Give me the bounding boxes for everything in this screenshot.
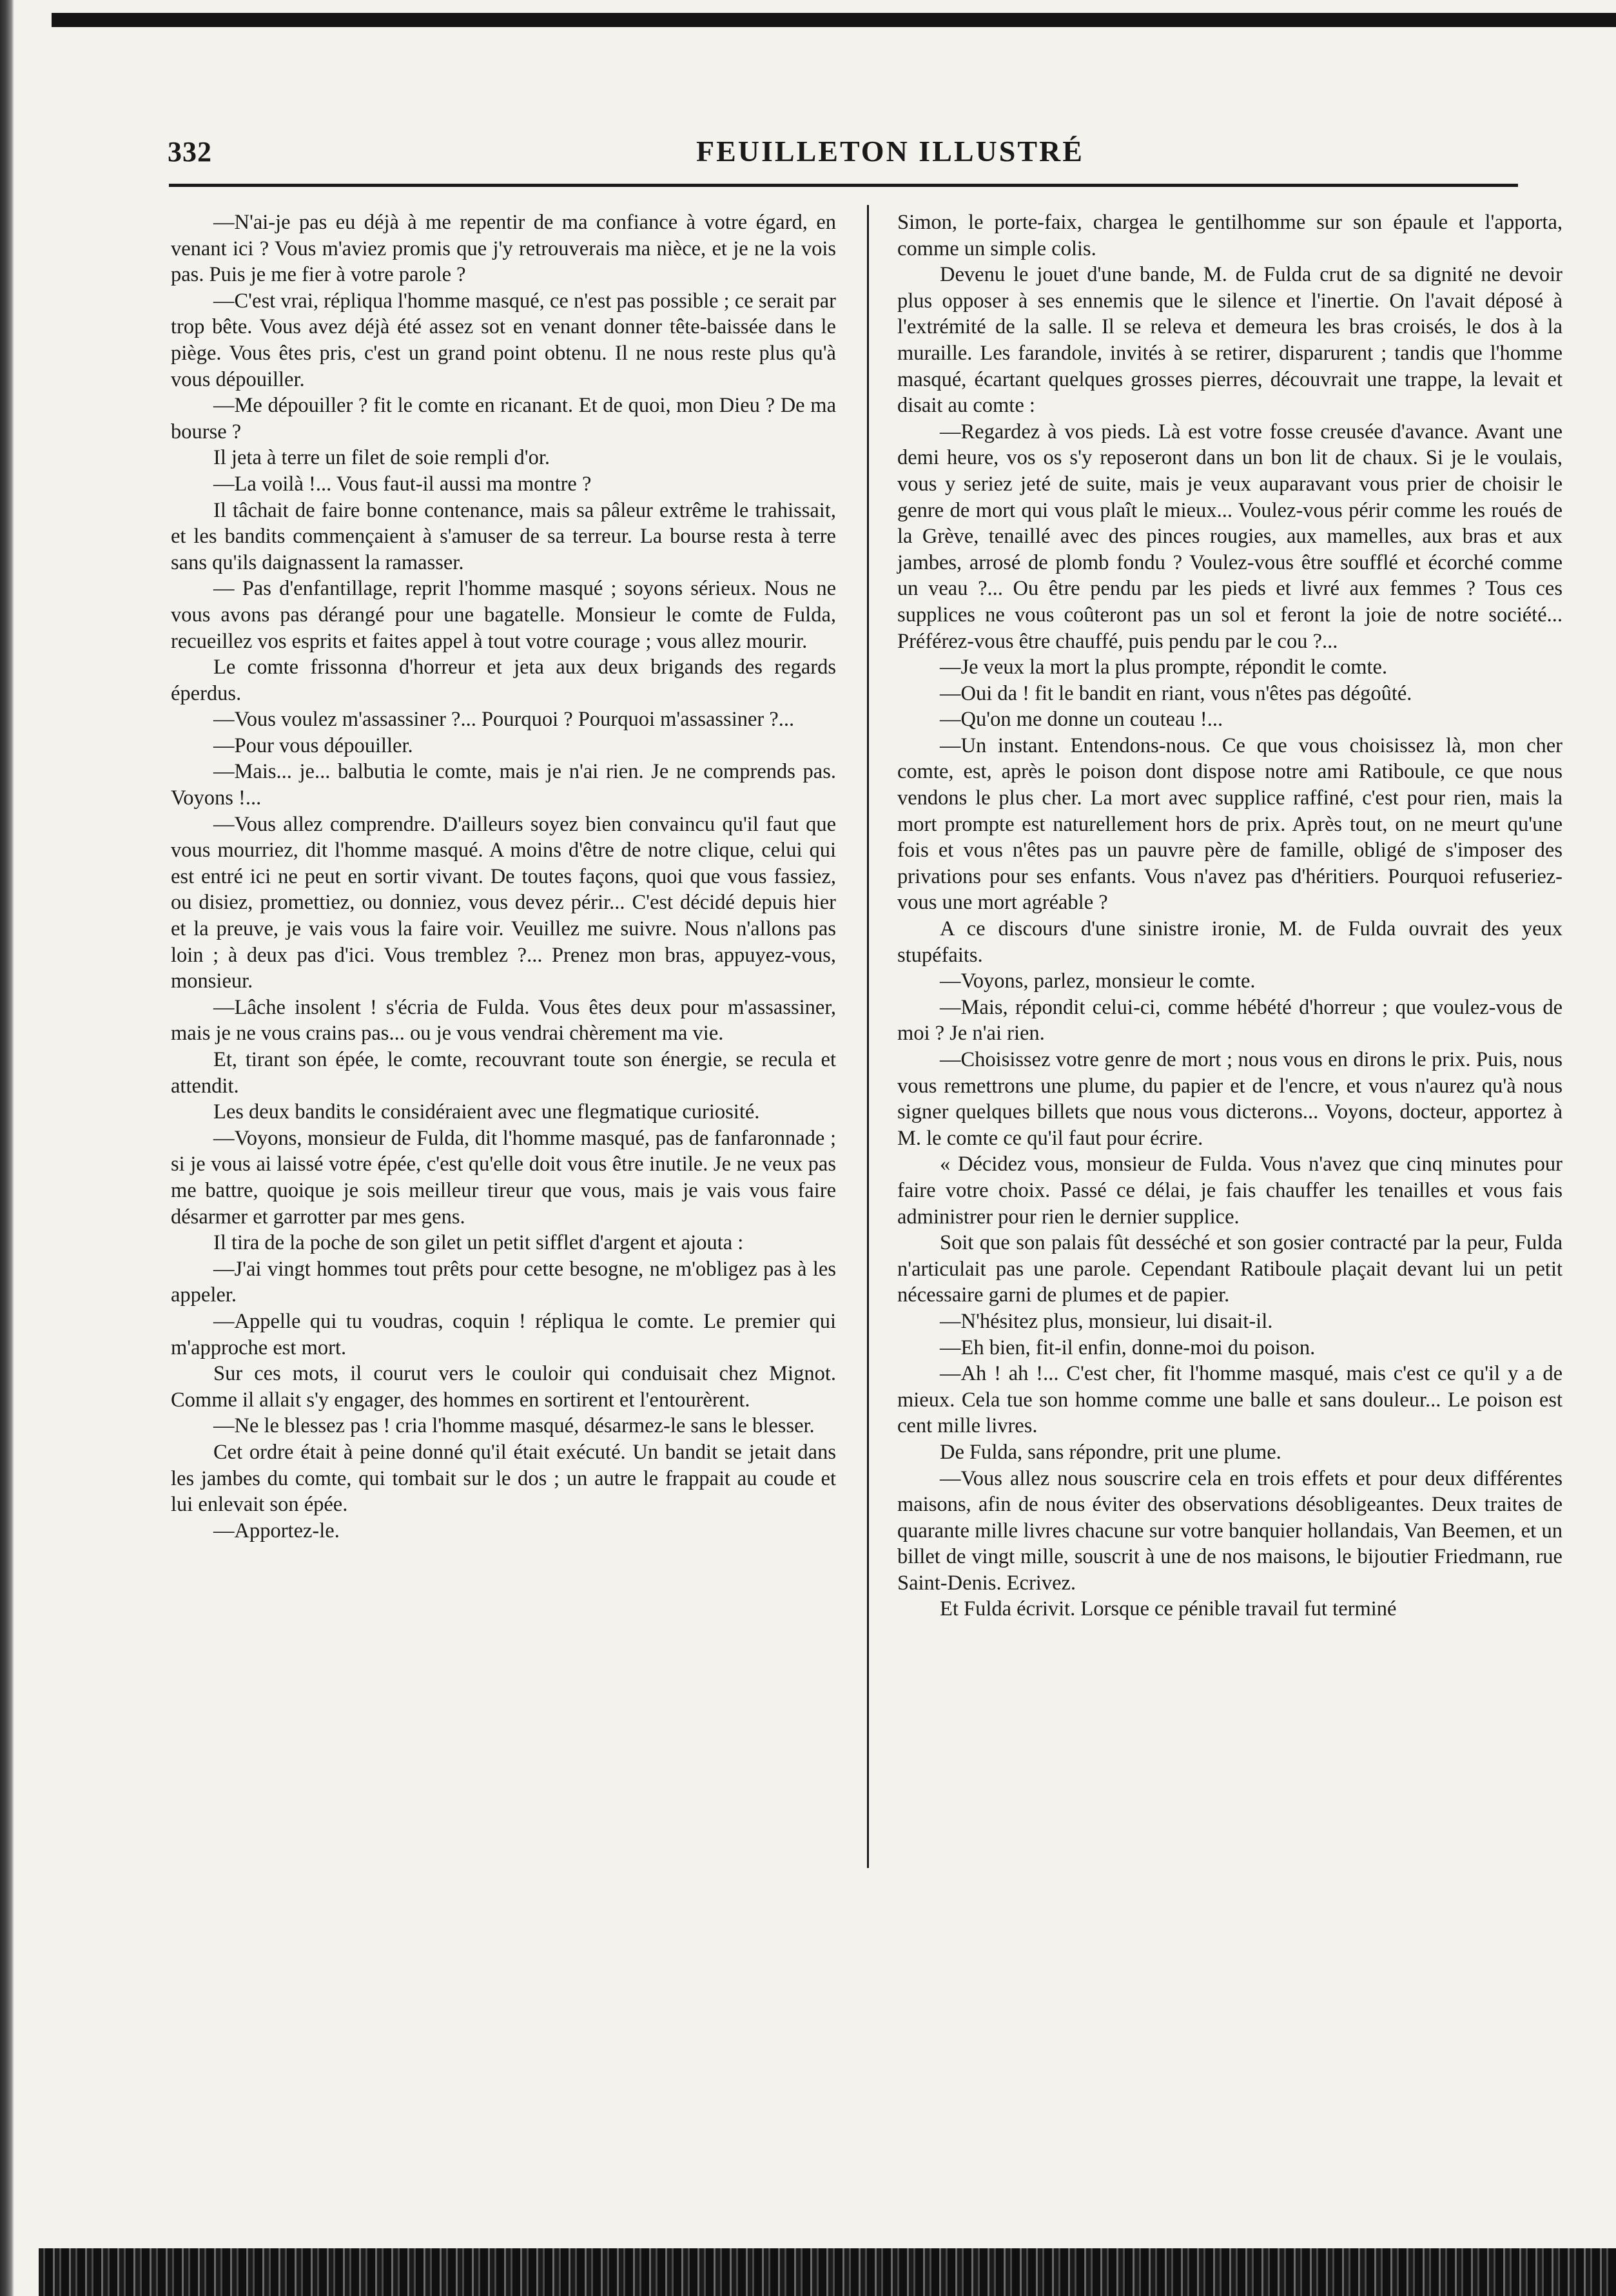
paragraph: Il tâchait de faire bonne contenance, mais sa pâleur extrême le trahissait, et les bandits commençaient à s'amuser de sa terreur. La bourse resta à terre sans qu'ils daignassent la ramasser. [171, 498, 836, 574]
paragraph: « Décidez vous, monsieur de Fulda. Vous n'avez que cinq minutes pour faire votre choix. Passé ce délai, je fais chauffer les tenailles et vous fais administrer pour rien le dernier supplice. [897, 1153, 1562, 1229]
paragraph: —Un instant. Entendons-nous. Ce que vous choisissez là, mon cher comte, est, après le poison dont dispose notre ami Ratiboule, ce que nous vendons le plus cher. La mort avec supplice raffiné, c'est pour rien, mais la mort prompte est naturellement hors de prix. Après tout, on ne meurt qu'une fois et vous n'êtes pas un pauvre père de famille, obligé de s'imposer des privations pour ses enfants. Vous n'avez pas d'héritiers. Pourquoi refuseriez-vous une mort agréable ? [897, 734, 1562, 915]
scan-top-rule [52, 13, 1616, 27]
paragraph: Soit que son palais fût desséché et son gosier contracté par la peur, Fulda n'articulait pas une parole. Cependant Ratiboule plaçait devant lui un petit nécessaire garni de plumes et de papier. [897, 1231, 1562, 1307]
column-divider [867, 205, 869, 1868]
paragraph: —Voyons, parlez, monsieur le comte. [940, 969, 1256, 993]
paragraph: —Vous allez nous souscrire cela en trois effets et pour deux différentes maisons, afin de nous éviter des observations désobligeantes. Deux traites de quarante mille livres chacune sur votre banquier hollandais, Van Beemen, et un billet de vingt mille, souscrit à une de nos maisons, le bijoutier Friedmann, rue Saint-Denis. Ecrivez. [897, 1466, 1562, 1595]
paragraph: Devenu le jouet d'une bande, M. de Fulda crut de sa dignité ne devoir plus opposer à ses ennemis que le silence et l'inertie. On l'avait déposé à l'extrémité de la salle. Il se releva et demeura les bras croisés, le dos à la muraille. Les farandole, invités à se retirer, disparurent ; tandis que l'homme masqué, écartant quelques grosses pierres, découvrait une trappe, la levait et disait au comte : [897, 263, 1562, 418]
paragraph: —Pour vous dépouiller. [213, 734, 413, 757]
paragraph: Le comte frissonna d'horreur et jeta aux deux brigands des regards éperdus. [171, 656, 836, 705]
paragraph: Il jeta à terre un filet de soie rempli d'or. [213, 446, 550, 470]
paragraph-continued: Simon, le porte-faix, chargea le gentilhomme sur son épaule et l'apporta, comme un simple colis. [897, 211, 1562, 260]
paragraph: — Pas d'enfantillage, reprit l'homme masqué ; soyons sérieux. Nous ne vous avons pas dérangé pour une bagatelle. Monsieur le comte de Fulda, recueillez vos esprits et faites appel à tout votre courage ; vous allez mourir. [171, 577, 836, 653]
paragraph: —Oui da ! fit le bandit en riant, vous n'êtes pas dégoûté. [940, 681, 1412, 705]
right-column [897, 209, 1562, 1622]
paragraph: —Apportez-le. [213, 1519, 340, 1542]
paragraph: —Je veux la mort la plus prompte, répondit le comte. [940, 656, 1388, 679]
paragraph: —Voyons, monsieur de Fulda, dit l'homme masqué, pas de fanfaronnade ; si je vous ai laissé votre épée, c'est qu'elle doit vous être inutile. Je ne veux pas me battre, quoique je sois meilleur tireur que vous, mais je vais vous faire désarmer et garrotter par mes gens. [171, 1126, 836, 1229]
paragraph: —Eh bien, fit-il enfin, donne-moi du poison. [940, 1336, 1316, 1359]
paragraph: Les deux bandits le considéraient avec une flegmatique curiosité. [213, 1100, 760, 1124]
left-column [171, 209, 836, 1544]
paragraph: —Mais, répondit celui-ci, comme hébété d'horreur ; que voulez-vous de moi ? Je n'ai rien. [897, 995, 1562, 1046]
paragraph: —N'ai-je pas eu déjà à me repentir de ma confiance à votre égard, en venant ici ? Vous m'aviez promis que j'y retrouverais ma nièce, et je ne la vois pas. Puis je me fier à votre parole ? [171, 211, 836, 287]
page-number: 332 [168, 136, 212, 168]
paragraph: A ce discours d'une sinistre ironie, M. de Fulda ouvrait des yeux stupéfaits. [897, 917, 1562, 967]
running-head-title: FEUILLETON ILLUSTRÉ [696, 135, 1084, 168]
paragraph: —Qu'on me donne un couteau !... [940, 708, 1223, 732]
scan-left-edge [0, 0, 14, 2296]
paragraph: —La voilà !... Vous faut-il aussi ma montre ? [213, 472, 592, 496]
paragraph: Sur ces mots, il courut vers le couloir qui conduisait chez Mignot. Comme il allait s'y engager, des hommes en sortirent et l'entourèrent. [171, 1362, 836, 1412]
paragraph: —Ne le blessez pas ! cria l'homme masqué, désarmez-le sans le blesser. [213, 1414, 815, 1438]
paragraph: —Me dépouiller ? fit le comte en ricanant. Et de quoi, mon Dieu ? De ma bourse ? [171, 394, 836, 443]
paragraph: —Regardez à vos pieds. Là est votre fosse creusée d'avance. Avant une demi heure, vos os s'y reposeront dans un bon lit de chaux. Si je le voulais, vous y seriez jeté de suite, mais je veux auparavant vous prier de choisir le genre de mort qui vous plaît le mieux... Voulez-vous périr comme les roués de la Grève, tenaillé avec des pinces rougies, aux mamelles, aux bras et aux jambes, arrosé de plomb fondu ? Voulez-vous être soufflé et écorché comme un veau ?... Ou être pendu par les pieds et livré aux femmes ? Tous ces supplices ne vous coûteront pas un sol et feront la joie de notre société... Préférez-vous être chauffé, puis pendu par le cou ?... [897, 420, 1562, 653]
paragraph: —Mais... je... balbutia le comte, mais je n'ai rien. Je ne comprends pas. Voyons !... [171, 760, 836, 810]
header-rule [169, 184, 1518, 187]
paragraph: —Appelle qui tu voudras, coquin ! répliqua le comte. Le premier qui m'approche est mort. [171, 1309, 836, 1359]
scan-bottom-strip [39, 2248, 1616, 2296]
paragraph: —Lâche insolent ! s'écria de Fulda. Vous êtes deux pour m'assassiner, mais je ne vous crains pas... ou je vous vendrai chèrement ma vie. [171, 995, 836, 1046]
paragraph: —N'hésitez plus, monsieur, lui disait-il. [940, 1309, 1273, 1333]
paragraph: —Choisissez votre genre de mort ; nous vous en dirons le prix. Puis, nous vous remettrons une plume, du papier et de l'encre, et vous n'aurez qu'à nous signer quelques billets que nous vous dicterons... Voyons, docteur, apportez à M. le comte ce qu'il faut pour écrire. [897, 1048, 1562, 1150]
paragraph: —Ah ! ah !... C'est cher, fit l'homme masqué, mais c'est ce qu'il y a de mieux. Cela tue son homme comme une balle et sans douleur... Le poison est cent mille livres. [897, 1362, 1562, 1438]
paragraph: De Fulda, sans répondre, prit une plume. [940, 1440, 1281, 1464]
paragraph: —Vous allez comprendre. D'ailleurs soyez bien convaincu qu'il faut que vous mourriez, dit l'homme masqué. A moins d'être de notre clique, celui qui est entré ici ne peut en sortir vivant. De toutes façons, quoi que vous fassiez, ou disiez, promettiez, ou donniez, vous devez périr... C'est décidé depuis hier et la preuve, je vais vous la faire voir. Veuillez me suivre. Nous n'allons pas loin ; à deux pas d'ici. Vous tremblez ?... Prenez mon bras, appuyez-vous, monsieur. [171, 812, 836, 993]
paragraph: —C'est vrai, répliqua l'homme masqué, ce n'est pas possible ; ce serait par trop bête. Vous avez déjà été assez sot en venant donner tête-baissée dans le piège. Vous êtes pris, c'est un grand point obtenu. Il ne nous reste plus qu'à vous dépouiller. [171, 289, 836, 391]
paragraph: Et Fulda écrivit. Lorsque ce pénible travail fut terminé [940, 1597, 1397, 1621]
paragraph: Il tira de la poche de son gilet un petit sifflet d'argent et ajouta : [213, 1231, 744, 1255]
paragraph: —Vous voulez m'assassiner ?... Pourquoi ? Pourquoi m'assassiner ?... [213, 708, 795, 732]
paragraph: —J'ai vingt hommes tout prêts pour cette besogne, ne m'obligez pas à les appeler. [171, 1257, 836, 1307]
paragraph: Cet ordre était à peine donné qu'il était exécuté. Un bandit se jetait dans les jambes du comte, qui tombait sur le dos ; un autre le frappait au coude et lui enlevait son épée. [171, 1440, 836, 1517]
paragraph: Et, tirant son épée, le comte, recouvrant toute son énergie, se recula et attendit. [171, 1048, 836, 1098]
